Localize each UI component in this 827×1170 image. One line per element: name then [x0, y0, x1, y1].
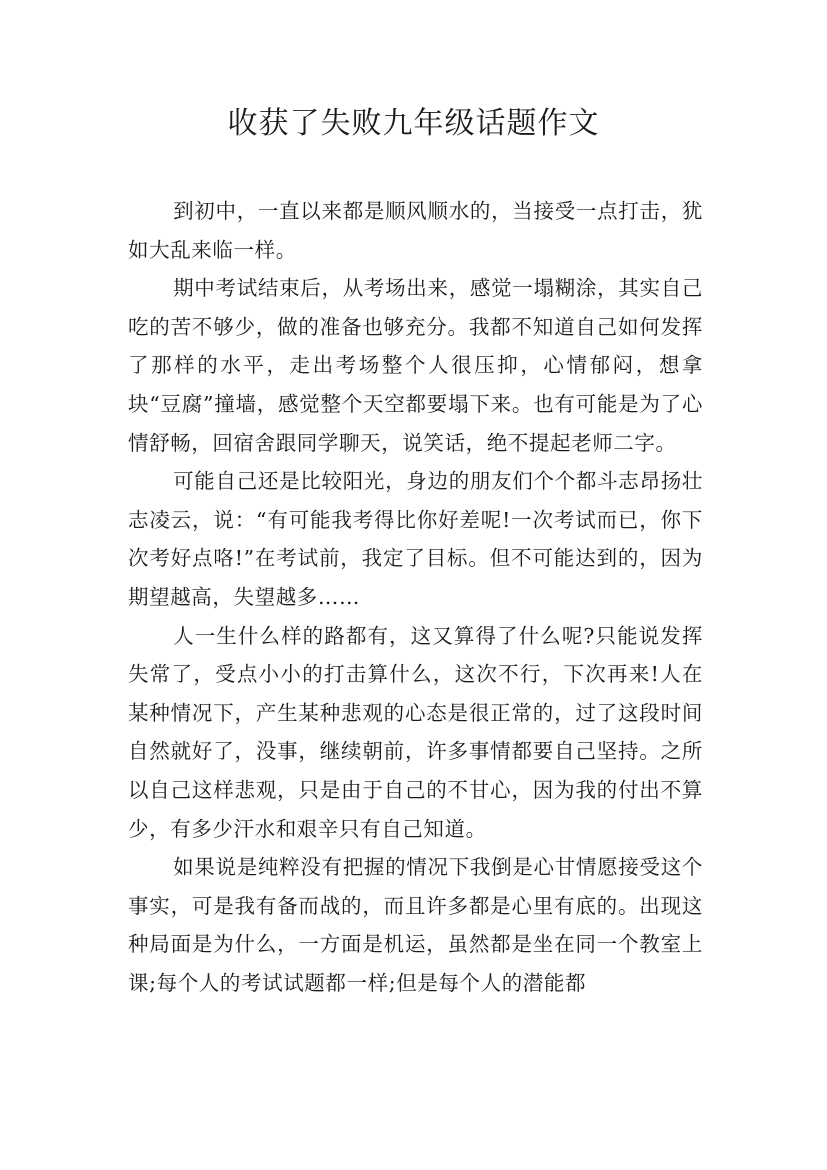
paragraph-1: 到初中，一直以来都是顺风顺水的，当接受一点打击，犹如大乱来临一样。 [128, 199, 703, 262]
document-body [128, 192, 703, 1002]
paragraph-5: 如果说是纯粹没有把握的情况下我倒是心甘情愿接受这个事实，可是我有备而战的，而且许多都是心里有底的。出现这种局面是为什么，一方面是机运，虽然都是坐在同一个教室上课;每个人的考试试题都一样;但是每个人的潜能都 [128, 855, 703, 995]
paragraph-2: 期中考试结束后，从考场出来，感觉一塌糊涂，其实自己吃的苦不够少，做的准备也够充分。我都不知道自己如何发挥了那样的水平，走出考场整个人很压抑，心情郁闷，想拿块“豆腐”撞墙，感觉整个天空都要塌下来。也有可能是为了心情舒畅，回宿舍跟同学聊天，说笑话，绝不提起老师二字。 [128, 276, 703, 455]
paragraph-3: 可能自己还是比较阳光，身边的朋友们个个都斗志昂扬壮志凌云，说：“有可能我考得比你好差呢!一次考试而已，你下次考好点咯!”在考试前，我定了目标。但不可能达到的，因为期望越高，失望越多…… [128, 469, 703, 609]
paragraph-4: 人一生什么样的路都有，这又算得了什么呢?只能说发挥失常了，受点小小的打击算什么，这次不行，下次再来!人在某种情况下，产生某种悲观的心态是很正常的，过了这段时间自然就好了，没事，继续朝前，许多事情都要自己坚持。之所以自己这样悲观，只是由于自己的不甘心，因为我的付出不算少，有多少汗水和艰辛只有自己知道。 [128, 623, 703, 841]
document-title: 收获了失败九年级话题作文 [227, 106, 600, 141]
